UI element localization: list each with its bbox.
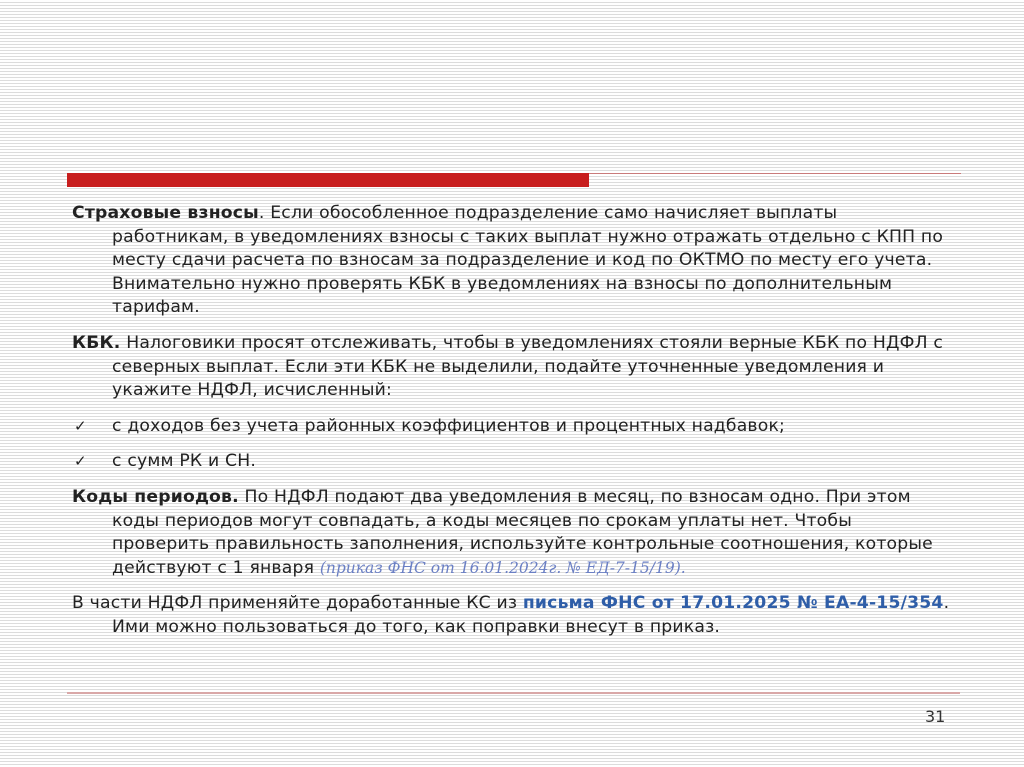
- bullet-item-1: [72, 415, 952, 439]
- bullet-item-2: [72, 450, 952, 474]
- bullet-text-1: с доходов без учета районных коэффициентов и процентных надбавок;: [112, 415, 786, 436]
- insurance-paragraph: [72, 202, 952, 320]
- insurance-title: Страховые взносы: [72, 203, 259, 223]
- fns-order-reference: (приказ ФНС от 16.01.2024г. № ЕД-7-15/19).: [319, 558, 686, 577]
- fns-letter-link[interactable]: письма ФНС от 17.01.2025 № ЕА-4-15/354: [522, 593, 944, 614]
- periods-text: По НДФЛ подают два уведомления в месяц, по взносам одно. При этом коды периодов могут совпадать, а коды месяцев по срокам уплаты нет. Чтобы проверить правильность заполнения, используйте контрольные соотношения, которые действуют с 1 января: [112, 486, 933, 578]
- footer-rule-line: [67, 692, 960, 694]
- kbk-paragraph: [72, 332, 952, 403]
- periods-title: Коды периодов.: [72, 486, 239, 507]
- checkmark-icon: ✓: [74, 416, 87, 435]
- ndfl-text-after: . Ими можно пользоваться до того, как поправки внесут в приказ.: [112, 593, 950, 637]
- slide-content: [72, 202, 952, 652]
- kbk-title: КБК.: [72, 332, 121, 353]
- checkmark-icon: ✓: [74, 452, 87, 471]
- periods-paragraph: [72, 486, 952, 580]
- bullet-text-2: с сумм РК и СН.: [112, 451, 256, 472]
- ndfl-text-before: В части НДФЛ применяйте доработанные КС из: [72, 593, 523, 614]
- ndfl-paragraph: [72, 592, 952, 639]
- kbk-text: Налоговики просят отслеживать, чтобы в уведомлениях стояли верные КБК по НДФЛ с северных выплат. Если эти КБК не выделили, подайте уточненные уведомления и укажите НДФЛ, исчисленный:: [112, 332, 944, 401]
- page-number: 31: [925, 707, 946, 726]
- header-rule-line: [589, 173, 961, 174]
- header-accent-bar: [67, 173, 589, 187]
- insurance-text: . Если обособленное подразделение само начисляет выплаты работникам, в уведомлениях взносы с таких выплат нужно отражать отдельно с КПП по месту сдачи расчета по взносам за подразделение и код по ОКТМО по месту его учета. Внимательно нужно проверять КБК в уведомлениях на взносы по дополнительным тарифам.: [112, 203, 944, 318]
